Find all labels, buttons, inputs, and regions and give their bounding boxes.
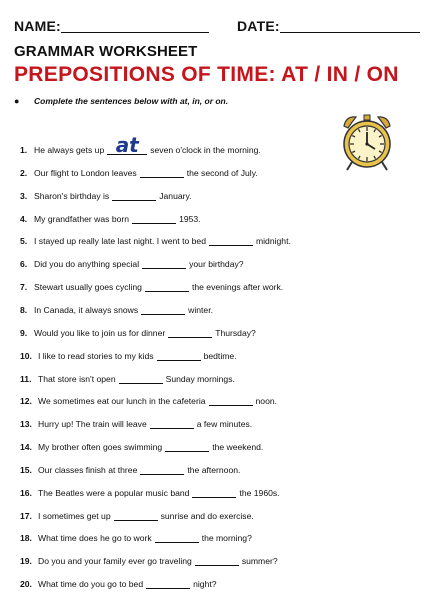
question-number: 13. bbox=[20, 419, 32, 430]
answer-blank[interactable] bbox=[145, 283, 189, 292]
question-text-after: seven o'clock in the morning. bbox=[150, 145, 261, 155]
answer-blank[interactable] bbox=[146, 580, 190, 589]
question-number: 9. bbox=[20, 327, 28, 338]
question-text-after: a few minutes. bbox=[196, 419, 253, 430]
question-number: 5. bbox=[20, 236, 28, 247]
question-item bbox=[20, 461, 240, 475]
question-number: 17. bbox=[20, 510, 32, 521]
question-item bbox=[20, 164, 258, 178]
bullet-icon: ● bbox=[14, 96, 20, 106]
question-item bbox=[20, 278, 283, 292]
question-text-before: Our flight to London leaves bbox=[34, 167, 137, 178]
question-text-after: bedtime. bbox=[203, 350, 237, 361]
question-text-before: He always gets up bbox=[34, 145, 105, 155]
answer-blank[interactable] bbox=[150, 420, 194, 429]
question-number: 16. bbox=[20, 487, 32, 498]
question-item bbox=[20, 552, 278, 566]
answer-blank[interactable] bbox=[165, 443, 209, 452]
answer-blank[interactable] bbox=[141, 306, 185, 315]
date-blank-line[interactable] bbox=[280, 32, 420, 33]
question-item bbox=[20, 210, 201, 224]
answer-blank[interactable] bbox=[168, 329, 212, 338]
answer-blank[interactable] bbox=[132, 215, 176, 224]
question-item bbox=[20, 392, 277, 406]
question-item bbox=[20, 575, 217, 589]
question-text-after: the weekend. bbox=[212, 442, 264, 453]
question-number: 3. bbox=[20, 190, 28, 201]
question-text-before: I sometimes get up bbox=[38, 510, 111, 521]
alarm-clock-icon bbox=[338, 112, 396, 174]
question-item bbox=[20, 301, 213, 315]
question-item bbox=[20, 232, 291, 246]
question-number: 20. bbox=[20, 579, 32, 590]
name-label: NAME: bbox=[14, 18, 61, 34]
question-text-after: the evenings after work. bbox=[191, 282, 284, 293]
question-number: 1. bbox=[20, 145, 28, 155]
answer-blank[interactable] bbox=[119, 375, 163, 384]
question-text-before: We sometimes eat our lunch in the cafeteria bbox=[38, 396, 206, 407]
question-number: 6. bbox=[20, 259, 28, 270]
question-number: 18. bbox=[20, 533, 32, 544]
question-text-before: Would you like to join us for dinner bbox=[34, 327, 166, 338]
question-item bbox=[20, 324, 256, 338]
question-text-before: I like to read stories to my kids bbox=[38, 350, 154, 361]
question-text-after: night? bbox=[193, 579, 217, 590]
question-text-before: Sharon's birthday is bbox=[34, 190, 110, 201]
question-text-after: the morning? bbox=[201, 533, 252, 544]
question-text-after: Sunday mornings. bbox=[165, 373, 235, 384]
question-number: 7. bbox=[20, 282, 28, 293]
answer-blank[interactable] bbox=[157, 352, 201, 361]
question-item bbox=[20, 255, 244, 269]
question-text-before: The Beatles were a popular music band bbox=[38, 487, 190, 498]
question-text-before: My brother often goes swimming bbox=[38, 442, 163, 453]
question-number: 2. bbox=[20, 167, 28, 178]
answer-blank[interactable] bbox=[140, 169, 184, 178]
question-number: 15. bbox=[20, 464, 32, 475]
answer-blank[interactable] bbox=[140, 466, 184, 475]
question-item bbox=[20, 133, 261, 157]
question-number: 10. bbox=[20, 350, 32, 361]
question-text-before: That store isn't open bbox=[38, 373, 116, 384]
question-text-after: January. bbox=[159, 190, 192, 201]
date-label: DATE: bbox=[237, 18, 280, 34]
question-text-after: summer? bbox=[241, 556, 278, 567]
question-item bbox=[20, 507, 254, 521]
instruction-text: Complete the sentences below with at, in, or on. bbox=[34, 96, 229, 106]
question-number: 19. bbox=[20, 556, 32, 567]
answer-blank[interactable] bbox=[209, 237, 253, 246]
question-text-after: Thursday? bbox=[215, 327, 256, 338]
answer-blank[interactable] bbox=[192, 489, 236, 498]
question-text-after: sunrise and do exercise. bbox=[160, 510, 254, 521]
question-item bbox=[20, 529, 252, 543]
question-text-before: Our classes finish at three bbox=[38, 464, 138, 475]
question-text-after: noon. bbox=[255, 396, 278, 407]
example-answer: at bbox=[115, 133, 139, 157]
worksheet-header bbox=[14, 18, 420, 38]
question-number: 12. bbox=[20, 396, 32, 407]
answer-blank[interactable] bbox=[114, 512, 158, 521]
answer-blank[interactable] bbox=[155, 534, 199, 543]
question-text-before: I stayed up really late last night. I went to bed bbox=[34, 236, 206, 247]
question-text-before: In Canada, it always snows bbox=[34, 304, 139, 315]
answer-blank[interactable] bbox=[195, 557, 239, 566]
question-text-before: What time does he go to work bbox=[38, 533, 152, 544]
instruction bbox=[14, 96, 228, 106]
answer-blank[interactable] bbox=[107, 133, 147, 157]
question-text-before: What time do you go to bed bbox=[38, 579, 144, 590]
worksheet-title: PREPOSITIONS OF TIME: AT / IN / ON bbox=[14, 63, 399, 86]
question-number: 4. bbox=[20, 213, 28, 224]
question-text-after: the second of July. bbox=[186, 167, 258, 178]
question-text-before: Hurry up! The train will leave bbox=[38, 419, 147, 430]
question-text-after: your birthday? bbox=[189, 259, 244, 270]
question-text-before: Did you do anything special bbox=[34, 259, 140, 270]
question-item bbox=[20, 484, 280, 498]
question-text-after: the afternoon. bbox=[187, 464, 241, 475]
question-text-before: Stewart usually goes cycling bbox=[34, 282, 142, 293]
worksheet-subtitle: GRAMMAR WORKSHEET bbox=[14, 43, 198, 60]
question-text-before: My grandfather was born bbox=[34, 213, 130, 224]
question-item bbox=[20, 187, 192, 201]
question-item bbox=[20, 370, 235, 384]
question-text-after: 1953. bbox=[179, 213, 201, 224]
question-number: 14. bbox=[20, 442, 32, 453]
question-number: 11. bbox=[20, 373, 32, 384]
answer-blank[interactable] bbox=[142, 260, 186, 269]
name-blank-line[interactable] bbox=[61, 32, 209, 33]
answer-blank[interactable] bbox=[209, 397, 253, 406]
question-item bbox=[20, 438, 263, 452]
answer-blank[interactable] bbox=[112, 192, 156, 201]
question-item bbox=[20, 415, 252, 429]
question-number: 8. bbox=[20, 304, 28, 315]
question-text-after: midnight. bbox=[255, 236, 291, 247]
question-text-before: Do you and your family ever go traveling bbox=[38, 556, 192, 567]
question-text-after: the 1960s. bbox=[239, 487, 280, 498]
question-text-after: winter. bbox=[188, 304, 213, 315]
question-item bbox=[20, 347, 237, 361]
